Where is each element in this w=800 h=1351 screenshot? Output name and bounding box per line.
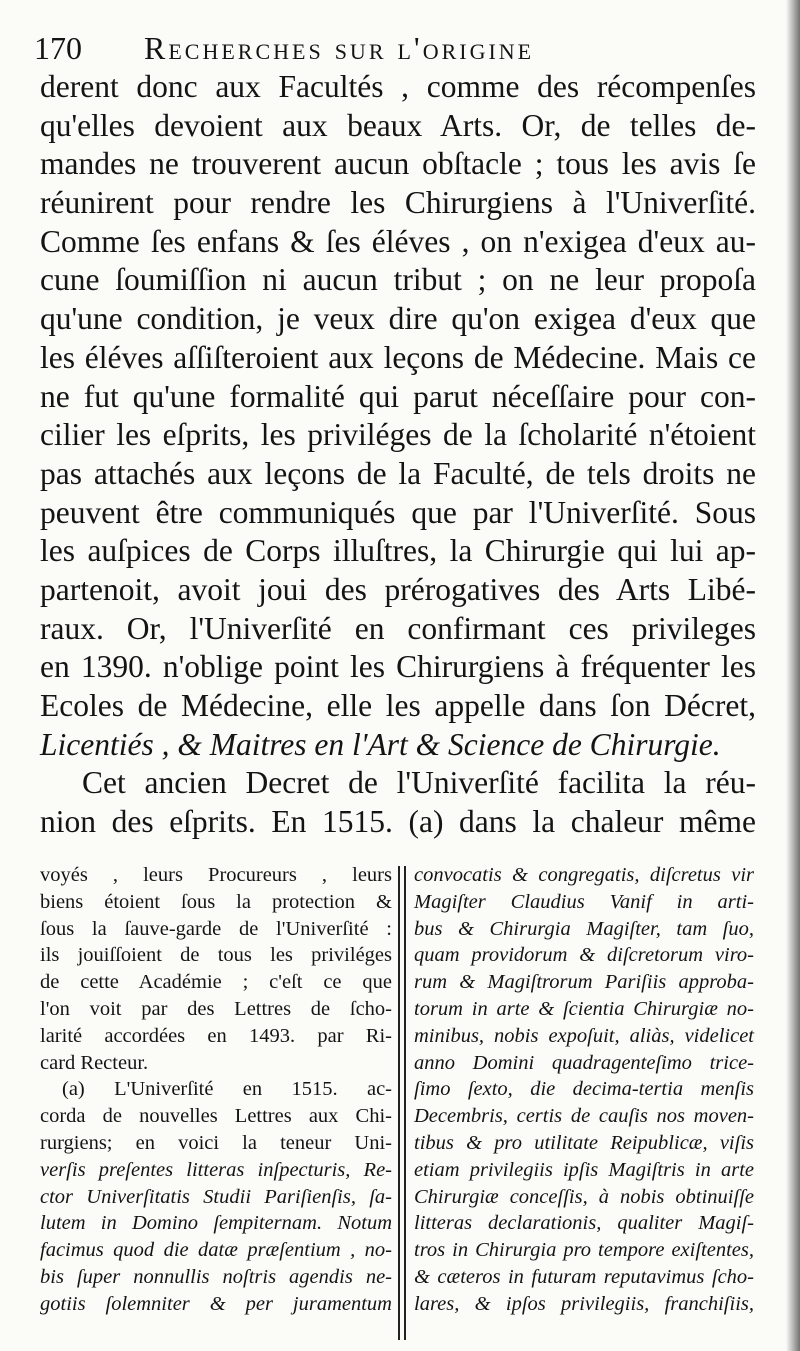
running-title: Recherches sur l'origine <box>144 30 535 66</box>
footnote-italic-line: litteras declarationis, qualiter Magiſ- <box>414 1212 754 1235</box>
footnote-line: biens étoient ſous la protection & <box>40 890 392 913</box>
footnote-italic-line: ctor Univerſitatis Studii Pariſienſis, ſa- <box>40 1185 392 1208</box>
text-line: nion des eſprits. En 1515. (a) dans la chaleur même <box>40 804 756 840</box>
text-line: peuvent être communiqués que par l'Univerſité. Sous <box>40 494 756 530</box>
footnote-italic-line: lutem in Domino ſempiternam. Notum <box>40 1212 392 1235</box>
page-number: 170 <box>34 30 82 66</box>
text-line: qu'elles devoient aux beaux Arts. Or, de telles de- <box>40 107 756 143</box>
footnote-italic-line: lares, & ipſos privilegiis, franchiſiis, <box>414 1292 754 1315</box>
text-line: partenoit, avoit joui des prérogatives des Arts Libé- <box>40 571 756 607</box>
text-line: cune ſoumiſſion ni aucun tribut ; on ne leur propoſa <box>40 262 756 298</box>
footnote-italic-line: Decembris, certis de cauſis nos moven- <box>414 1105 754 1128</box>
column-divider <box>398 866 406 1340</box>
page-edge-shadow <box>786 0 800 1351</box>
footnote-column-left <box>40 862 392 1318</box>
footnote-a-line: (a) L'Univerſité en 1515. ac- <box>62 1078 392 1101</box>
footnote-italic-line: rum & Magiſtrorum Pariſiis approba- <box>414 971 754 994</box>
text-line: pas attachés aux leçons de la Faculté, de tels droits ne <box>40 455 756 491</box>
page-header <box>34 28 774 68</box>
text-line: les auſpices de Corps illuſtres, la Chirurgie qui lui ap- <box>40 533 756 569</box>
footnote-italic-line: gotiis ſolemniter & per juramentum <box>40 1292 392 1315</box>
main-text-block <box>40 68 756 842</box>
footnote-italic-line: torum in arte & ſcientia Chirurgiæ no- <box>414 997 754 1020</box>
footnote-italic-line: ſimo ſexto, die decima-tertia menſis <box>414 1078 754 1101</box>
footnote-italic-line: bus & Chirurgia Magiſter, tam ſuo, <box>414 917 754 940</box>
text-line: Ecoles de Médecine, elle les appelle dans ſon Décret, <box>40 688 756 723</box>
footnote-italic-line: minibus, nobis expoſuit, aliàs, videlicet <box>414 1024 754 1047</box>
footnote-column-right <box>414 862 754 1318</box>
text-line: mandes ne trouverent aucun obſtacle ; tous les avis ſe <box>40 146 756 182</box>
text-line: en 1390. n'oblige point les Chirurgiens à fréquenter les <box>40 649 756 685</box>
footnote-italic-line: anno Domini quadragenteſimo trice- <box>414 1051 754 1074</box>
text-line: ne fut qu'une formalité qui parut néceſſaire pour con- <box>40 378 756 414</box>
text-line: cilier les eſprits, les priviléges de la ſcholarité n'étoient <box>40 417 756 453</box>
footnote-italic-line: verſis preſentes litteras inſpecturis, Re- <box>40 1158 392 1181</box>
footnote-line: de cette Académie ; c'eſt ce que <box>40 971 392 994</box>
text-line: réunirent pour rendre les Chirurgiens à l'Univerſité. <box>40 185 756 221</box>
footnote-line: voyés , leurs Procureurs , leurs <box>40 864 392 886</box>
footnote-italic-line: Chirurgiæ conceſſis, à nobis obtinuiſſe <box>414 1185 754 1208</box>
footnote-italic-line: Magiſter Claudius Vanif in arti- <box>414 890 754 913</box>
text-line: les éléves aſſiſteroient aux leçons de Médecine. Mais ce <box>40 339 756 375</box>
footnote-line: card Recteur. <box>40 1051 149 1074</box>
footnote-italic-line: tros in Chirurgia pro tempore exiſtentes, <box>414 1239 754 1262</box>
text-line: qu'une condition, je veux dire qu'on exigea d'eux que <box>40 301 756 337</box>
text-line: derent donc aux Facultés , comme des récompenſes <box>40 69 756 104</box>
text-line: raux. Or, l'Univerſité en confirmant ces privileges <box>40 610 756 646</box>
footnote-italic-line: convocatis & congregatis, diſcretus vir <box>414 864 754 886</box>
footnote-line: ſous la ſauve-garde de l'Univerſité : <box>40 917 392 940</box>
footnote-italic-line: & cæteros in futuram reputavimus ſcho- <box>414 1265 754 1288</box>
footnote-line: l'on voit par des Lettres de ſcho- <box>40 997 392 1020</box>
text-line: Comme ſes enfans & ſes éléves , on n'exigea d'eux au- <box>40 223 756 259</box>
footnote-line: ils jouiſſoient de tous les priviléges <box>40 944 392 967</box>
footnote-italic-line: bis ſuper nonnullis noſtris agendis ne- <box>40 1265 392 1288</box>
footnote-a-line: corda de nouvelles Lettres aux Chi- <box>40 1105 392 1128</box>
footnote-italic-line: tibus & pro utilitate Reipublicæ, viſis <box>414 1131 754 1154</box>
footnote-italic-line: etiam privilegiis ipſis Magiſtris in arte <box>414 1158 754 1181</box>
italic-text-line: Licentiés , & Maitres en l'Art & Science de Chirurgie. <box>40 726 721 762</box>
paragraph-start-line: Cet ancien Decret de l'Univerſité facilita la réu- <box>82 765 756 801</box>
footnote-line: larité accordées en 1493. par Ri- <box>40 1024 392 1047</box>
footnote-italic-line: facimus quod die datæ præſentium , no- <box>40 1239 392 1262</box>
footnote-italic-line: quam providorum & diſcretorum viro- <box>414 944 754 967</box>
footnote-a-line: rurgiens; en voici la teneur Uni- <box>40 1131 392 1154</box>
